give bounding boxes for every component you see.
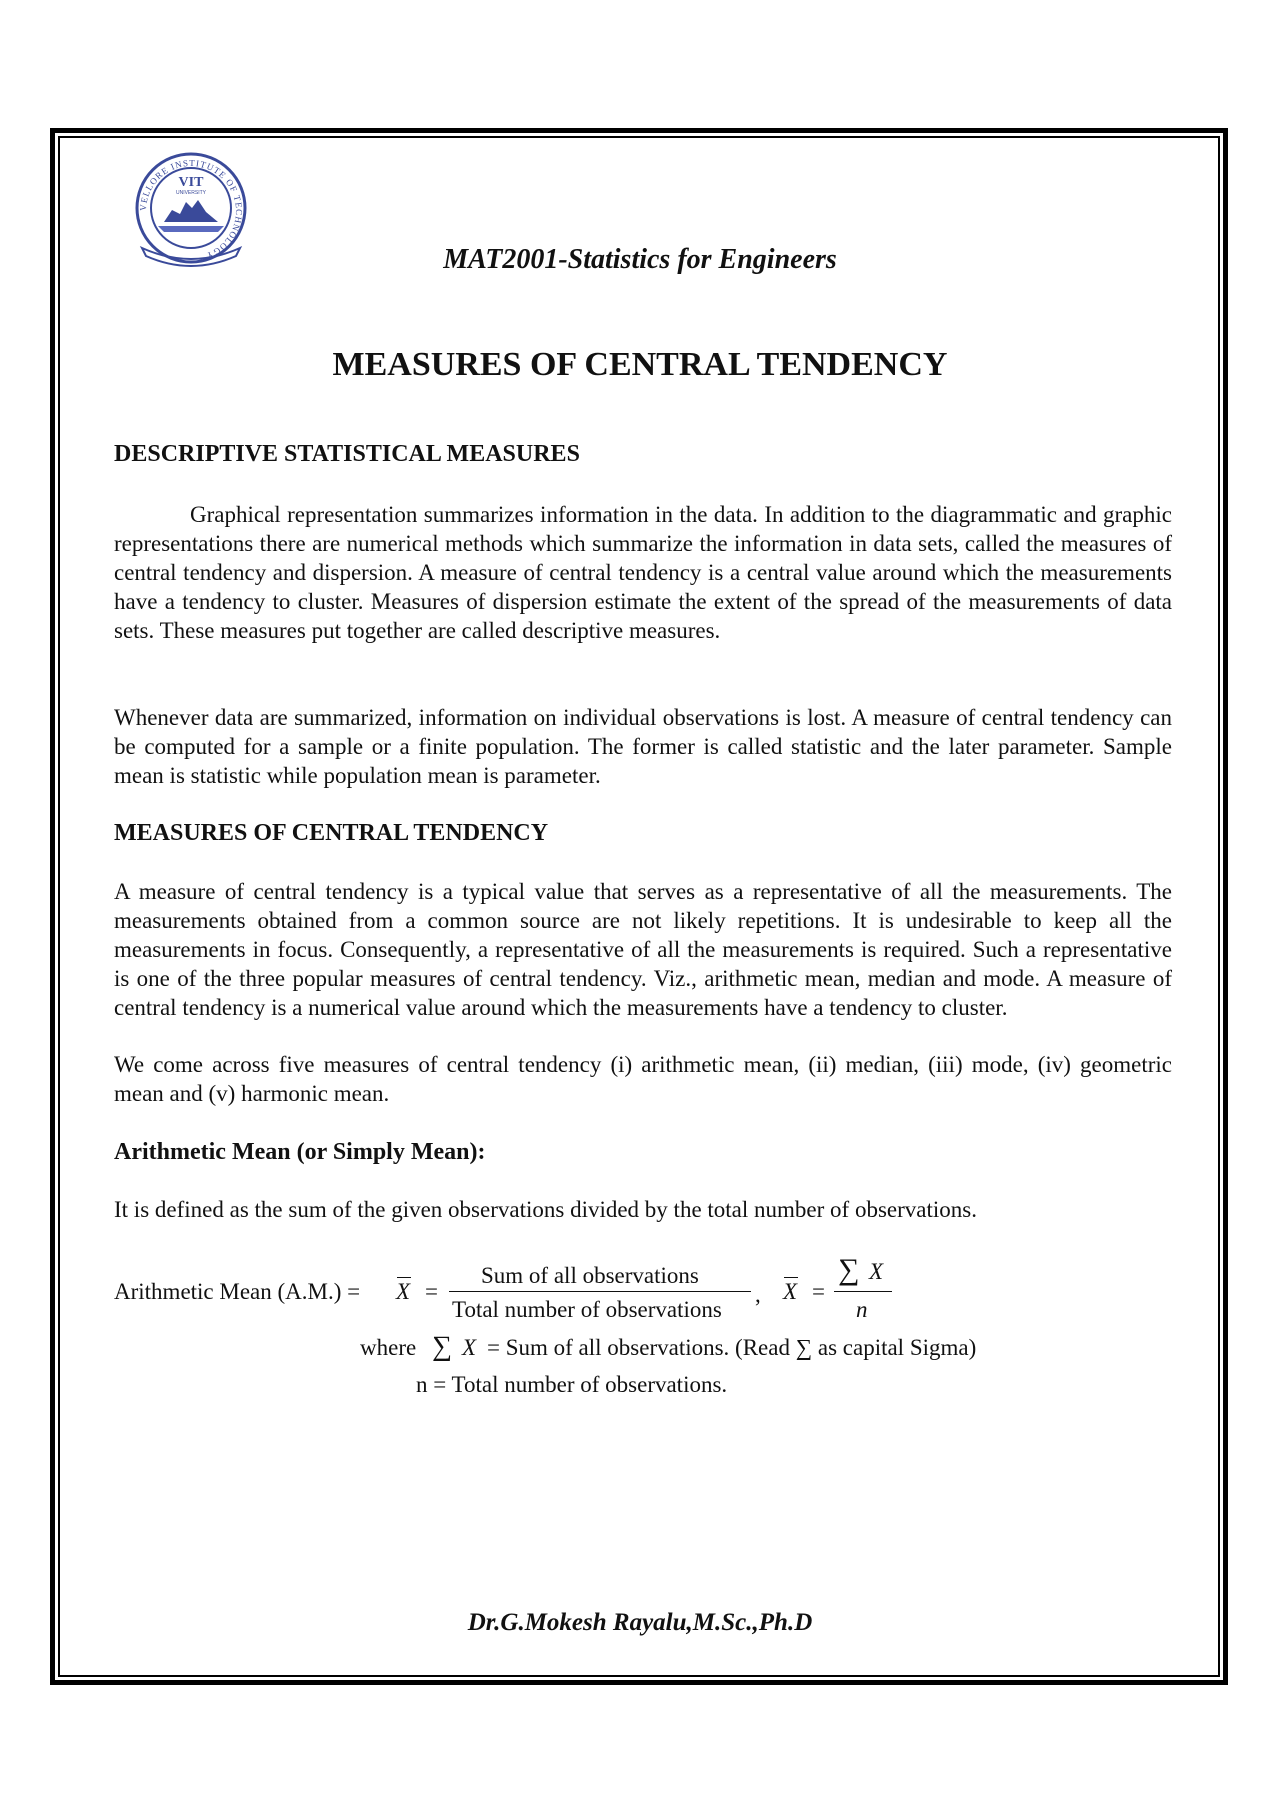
formula-equals-1: =: [425, 1279, 438, 1304]
formula-where-label: where: [360, 1335, 417, 1360]
arithmetic-mean-definition: It is defined as the sum of the given observations divided by the total number of observations.: [114, 1197, 977, 1222]
logo-text: VIT: [178, 175, 204, 190]
formula-where-sigma: ∑: [432, 1331, 452, 1362]
xbar-overline-2: [784, 1277, 798, 1278]
paragraph-central-tendency-1: A measure of central tendency is a typical value that serves as a representative of all the measurements. The measurements obtained from a common source are not likely repetitions. It is undesirable to keep all the measurements in focus. Consequently, a representative of all the measurements is required. Such a representative is one of the three popular measures of central tendency. Viz., arithmetic mean, median and mode. A measure of central tendency is a numerical value around which the measurements have a tendency to cluster.: [114, 879, 1172, 1020]
paragraph-descriptive-1: Graphical representation summarizes information in the data. In addition to the diagrammatic and graphic representations there are numerical methods which summarize the information in data sets, called the measures of central tendency and dispersion. A measure of central tendency is a central value around which the measurements have a tendency to cluster. Measures of dispersion estimate the extent of the spread of the measurements of data sets. These measures put together are called descriptive measures.: [114, 502, 1172, 643]
section-heading-descriptive: DESCRIPTIVE STATISTICAL MEASURES: [114, 441, 580, 467]
logo-subtext: UNIVERSITY: [175, 190, 207, 196]
formula-lhs: Arithmetic Mean (A.M.) =: [114, 1279, 361, 1304]
formula-sigma-var: X: [869, 1259, 884, 1284]
formula-equals-2: =: [812, 1279, 825, 1304]
formula-fraction-bar-2: [834, 1291, 892, 1292]
author-signature: Dr.G.Mokesh Rayalu,M.Sc.,Ph.D: [467, 1609, 813, 1636]
formula-where-var: X: [462, 1335, 477, 1360]
logo-ring-text: VELLORE INSTITUTE OF TECHNOLOGY: [137, 157, 245, 262]
formula-denominator: Total number of observations: [452, 1297, 722, 1322]
formula-comma: ,: [755, 1282, 761, 1307]
section-heading-central-tendency: MEASURES OF CENTRAL TENDENCY: [114, 820, 549, 846]
paragraph-descriptive-2: Whenever data are summarized, information on individual observations is lost. A measure of central tendency can be computed for a sample or a finite population. The former is called statistic and the later parameter. Sample mean is statistic while population mean is parameter.: [114, 705, 1172, 788]
formula-n-definition: n = Total number of observations.: [416, 1372, 728, 1397]
formula-xbar-2: X: [783, 1279, 798, 1304]
paragraph-central-tendency-2: We come across five measures of central tendency (i) arithmetic mean, (ii) median, (iii) mode, (iv) geometric mean and (v) harmonic mean.: [114, 1052, 1172, 1106]
course-title: MAT2001-Statistics for Engineers: [443, 244, 837, 275]
section-heading-arithmetic-mean: Arithmetic Mean (or Simply Mean):: [114, 1139, 486, 1165]
formula-where-text: = Sum of all observations. (Read ∑ as capital Sigma): [487, 1335, 977, 1360]
formula-sigma: ∑: [838, 1253, 860, 1286]
page-title: MEASURES OF CENTRAL TENDENCY: [332, 346, 948, 383]
xbar-overline: [397, 1277, 411, 1278]
formula-numerator: Sum of all observations: [481, 1263, 699, 1288]
formula-fraction-bar: [449, 1291, 751, 1292]
formula-xbar: X: [396, 1279, 411, 1304]
formula-n: n: [856, 1297, 868, 1322]
